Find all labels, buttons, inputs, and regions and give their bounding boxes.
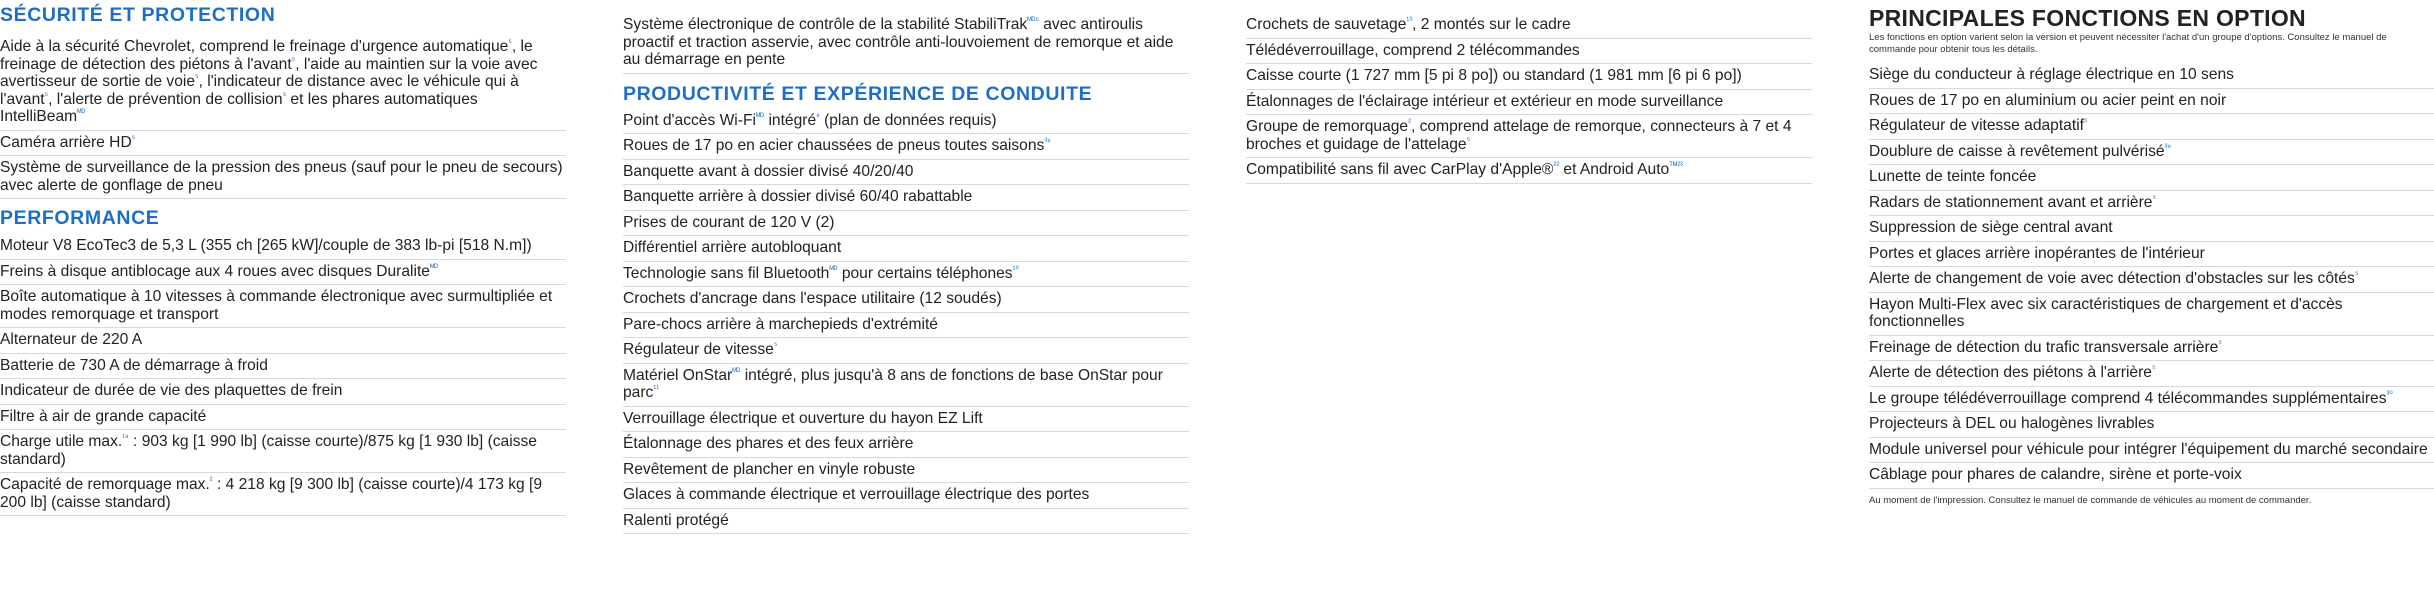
feature-item: Crochets de sauvetage$^{^{13}}$, 2 montés sur le cadre	[1246, 13, 1812, 39]
feature-item: Module universel pour véhicule pour intégrer l'équipement du marché secondaire	[1869, 438, 2434, 464]
footnote-marker: ¹³	[1406, 14, 1413, 25]
footnote-marker: ⁵	[195, 71, 199, 82]
footnote-marker: ⁵	[2084, 115, 2088, 126]
feature-item: Compatibilité sans fil avec CarPlay d'Apple®$^{^{22}}$ et Android Auto$^{ᵀᴹ^{23}}$	[1246, 158, 1812, 184]
feature-item: Doublure de caisse à revêtement pulvérisé$^{^{39}}$	[1869, 140, 2434, 166]
feature-item: Alerte de détection des piétons à l'arrière$^{^5}$	[1869, 361, 2434, 387]
feature-item: Banquette avant à dossier divisé 40/20/40	[623, 160, 1189, 186]
feature-item: Moteur V8 EcoTec3 de 5,3 L (355 ch [265 kW]/couple de 383 lb-pi [518 N.m])	[0, 234, 566, 260]
footnote-marker: ᴹᴰ	[77, 106, 86, 117]
feature-item: Pare-chocs arrière à marchepieds d'extrémité	[623, 313, 1189, 339]
options-note: Les fonctions en option varient selon la version et peuvent nécessiter l'achat d'un groupe d'options. Consultez le manuel de commande pour obtenir tous les détails.	[1869, 32, 2387, 55]
footnote-marker: ᴹᴰ	[429, 261, 439, 272]
safety-list	[0, 35, 566, 199]
feature-item: Roues de 17 po en aluminium ou acier peint en noir	[1869, 89, 2434, 115]
feature-item: Alerte de changement de voie avec détection d'obstacles sur les côtés$^{^5}$	[1869, 267, 2434, 293]
feature-item: Siège du conducteur à réglage électrique en 10 sens	[1869, 63, 2434, 89]
feature-item: Portes et glaces arrière inopérantes de l'intérieur	[1869, 242, 2434, 268]
feature-item: Suppression de siège central avant	[1869, 216, 2434, 242]
productivity-continued-list	[1246, 13, 1812, 184]
feature-item: Filtre à air de grande capacité	[0, 405, 566, 431]
footnote-marker: ⁵	[282, 89, 287, 100]
column-2	[623, 0, 1189, 534]
feature-item: Point d'accès $Wi-Fi^{ᴹᴰ}$ intégré$^{^8}$ (plan de données requis)	[623, 109, 1189, 135]
footnote-marker: ²²	[1553, 159, 1560, 170]
feature-item: Le groupe télédéverrouillage comprend 4 télécommandes supplémentaires$^{^{30}}$	[1869, 387, 2434, 413]
print-footnote: Au moment de l'impression. Consultez le manuel de commande de véhicules au moment de commander.	[1869, 494, 2312, 506]
feature-item: Télédéverrouillage, comprend 2 télécommandes	[1246, 39, 1812, 65]
productivity-list	[623, 109, 1189, 535]
column-4	[1869, 0, 2434, 507]
feature-item: Freinage de détection du trafic transversale arrière$^{^5}$	[1869, 336, 2434, 362]
feature-item: Matériel OnStar$^{ᴹᴰ}$ intégré, plus jusqu'à 8 ans de fonctions de base OnStar pour parc$^{^{11}}$	[623, 364, 1189, 407]
footnote-marker: ²	[1408, 116, 1411, 127]
feature-item: Système électronique de contrôle de la stabilité StabiliTrak$^{ᴹᴰ^5}$ avec antiroulis proactif et traction asservie, avec contrôle anti-louvoiement de remorque et aide au démarrage en pente	[623, 13, 1189, 74]
footnote-marker: ᴹᴰ	[732, 365, 741, 376]
feature-item: Caisse courte (1 727 mm [5 pi 8 po]) ou standard (1 981 mm [6 pi 6 po])	[1246, 64, 1812, 90]
feature-item: Verrouillage électrique et ouverture du hayon EZ Lift	[623, 407, 1189, 433]
footnote-marker: ⁸	[816, 110, 820, 121]
feature-item: Indicateur de durée de vie des plaquettes de frein	[0, 379, 566, 405]
feature-item: Étalonnage des phares et des feux arrière	[623, 432, 1189, 458]
footnote-marker: ³⁰	[2386, 388, 2393, 399]
footnote-marker: ⁵	[44, 89, 49, 100]
feature-item: Groupe de remorquage$^{^2}$, comprend attelage de remorque, connecteurs à 7 et 4 broches et guidage de l'attelage$^{^5}$	[1246, 115, 1812, 158]
safety-heading: SÉCURITÉ ET PROTECTION	[0, 4, 276, 26]
footnote-marker: ⁵	[2354, 268, 2359, 279]
feature-item: Roues de 17 po en acier chaussées de pneus toutes saisons$^{^{38}}$	[623, 134, 1189, 160]
feature-item: Glaces à commande électrique et verrouillage électrique des portes	[623, 483, 1189, 509]
feature-item: Radars de stationnement avant et arrière$^{^5}$	[1869, 191, 2434, 217]
feature-item: Caméra arrière $HD^{^5}$	[0, 131, 566, 157]
footnote-marker: ³⁸	[1044, 135, 1051, 146]
footnote-marker: ⁵	[1466, 134, 1471, 145]
feature-item: Câblage pour phares de calandre, sirène et porte-voix	[1869, 463, 2434, 489]
productivity-heading: PRODUCTIVITÉ ET EXPÉRIENCE DE CONDUITE	[623, 82, 1093, 105]
footnote-marker: ᴹᴰ	[755, 110, 765, 121]
footnote-marker: ²	[209, 474, 213, 485]
feature-item: Ralenti protégé	[623, 509, 1189, 535]
performance-heading: PERFORMANCE	[0, 207, 160, 229]
footnote-marker: ⁵	[2152, 192, 2156, 203]
footnote-marker: ¹¹	[653, 382, 660, 393]
feature-item: Boîte automatique à 10 vitesses à commande électronique avec surmultipliée et modes remorquage et transport	[0, 285, 566, 328]
feature-item: Régulateur de vitesse adaptatif$^{^5}$	[1869, 114, 2434, 140]
footnote-marker: ⁵	[131, 132, 136, 143]
footnote-marker: ⁵	[773, 339, 778, 350]
footnote-marker: ᴹᴰ⁵	[1027, 14, 1039, 25]
feature-item: Lunette de teinte foncée	[1869, 165, 2434, 191]
footnote-marker: ᵀᴹ²³	[1669, 159, 1683, 170]
footnote-marker: ⁵	[291, 54, 296, 65]
options-list	[1869, 63, 2434, 489]
feature-item: Crochets d'ancrage dans l'espace utilitaire (12 soudés)	[623, 287, 1189, 313]
footnote-marker: ⁵	[2151, 362, 2156, 373]
feature-item: Projecteurs à DEL ou halogènes livrables	[1869, 412, 2434, 438]
feature-item: Différentiel arrière autobloquant	[623, 236, 1189, 262]
performance-list	[0, 234, 566, 516]
footnote-marker: ¹⁹	[122, 431, 129, 442]
column-1	[0, 0, 566, 516]
footnote-marker: ᴹᴰ	[829, 263, 838, 274]
options-heading: PRINCIPALES FONCTIONS EN OPTION	[1869, 5, 2306, 31]
footnote-marker: ⁵	[508, 36, 512, 47]
feature-item: Système de surveillance de la pression des pneus (sauf pour le pneu de secours) avec alerte de gonflage de pneu	[0, 156, 566, 199]
feature-item: Prises de courant de 120 V (2)	[623, 211, 1189, 237]
feature-item: Étalonnages de l'éclairage intérieur et extérieur en mode surveillance	[1246, 90, 1812, 116]
feature-item: Revêtement de plancher en vinyle robuste	[623, 458, 1189, 484]
feature-item: Batterie de 730 A de démarrage à froid	[0, 354, 566, 380]
feature-item: Hayon Multi-Flex avec six caractéristiques de chargement et d'accès fonctionnelles	[1869, 293, 2434, 336]
footnote-marker: ¹⁰	[1012, 263, 1019, 274]
feature-item: Charge utile max.$^{^{19}}$ : 903 kg [1 990 lb] (caisse courte)/875 kg [1 930 lb] (caisse standard)	[0, 430, 566, 473]
feature-item: Freins à disque antiblocage aux 4 roues avec disques Duralite$^{ᴹᴰ}$	[0, 260, 566, 286]
feature-item: Alternateur de 220 A	[0, 328, 566, 354]
safety-continued-list	[623, 13, 1189, 74]
feature-item: Régulateur de vitesse$^{^5}$	[623, 338, 1189, 364]
feature-item: Banquette arrière à dossier divisé 60/40 rabattable	[623, 185, 1189, 211]
footnote-marker: ³⁹	[2164, 141, 2172, 152]
footnote-marker: ⁵	[2218, 337, 2222, 348]
column-3	[1246, 0, 1812, 184]
feature-item: Capacité de remorquage max.$^{^2}$ : 4 218 kg [9 300 lb] (caisse courte)/4 173 kg [9 200 lb] (caisse standard)	[0, 473, 566, 516]
feature-item: Technologie sans fil Bluetooth$^{ᴹᴰ}$ pour certains téléphones$^{^{10}}$	[623, 262, 1189, 288]
feature-item: Aide à la sécurité Chevrolet, comprend le freinage d'urgence automatique$^{^5}$, le freinage de détection des piétons à l'avant$^{^5}$, l'aide au maintien sur la voie avec avertisseur de sortie de voie$^{^5}$, l'indicateur de distance avec le véhicule qui à l'avant$^{^5}$, l'alerte de prévention de collision$^{^5}$ et les phares automatiques IntelliBeam$^{ᴹᴰ}$	[0, 35, 566, 131]
